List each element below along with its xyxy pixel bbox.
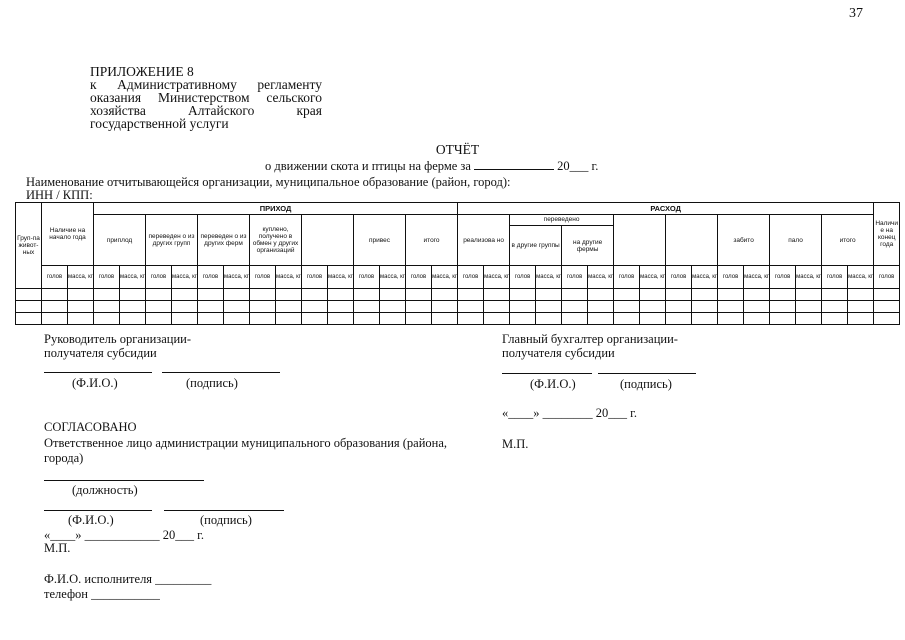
appendix-line-2: оказания Министерством сельского — [90, 90, 322, 105]
table-row — [16, 289, 900, 301]
responsible-sign-line — [164, 510, 284, 511]
income-sub-7: итого — [406, 215, 458, 266]
appendix-title: ПРИЛОЖЕНИЕ 8 — [90, 64, 194, 79]
expense-sub-5: забито — [718, 215, 770, 266]
expense-sub-3 — [614, 215, 666, 266]
responsible-stamp: М.П. — [44, 541, 71, 555]
expense-sub-4 — [666, 215, 718, 266]
chief-fio-line — [502, 373, 592, 374]
head-fio: (Ф.И.О.) — [72, 376, 118, 390]
chief-signature: (подпись) — [620, 377, 672, 391]
income-sub-6: привес — [354, 215, 406, 266]
inn-label: ИНН / КПП: — [26, 188, 93, 202]
table-row — [16, 301, 900, 313]
expense-sub-6: пало — [770, 215, 822, 266]
responsible-fio: (Ф.И.О.) — [68, 513, 114, 527]
income-header: ПРИХОД — [94, 203, 458, 215]
income-sub-4: куплено, получено в обмен у других организаций — [250, 215, 302, 266]
col-group-header: Груп-па живот-ных — [16, 203, 42, 289]
position-caption: (должность) — [72, 483, 138, 497]
chief-fio: (Ф.И.О.) — [530, 377, 576, 391]
head-sign-line — [162, 372, 280, 373]
chief-stamp: М.П. — [502, 437, 529, 451]
table-row — [16, 313, 900, 325]
chief-date: «____» ________ 20___ г. — [502, 406, 637, 420]
income-sub-1: приплод — [94, 215, 146, 266]
responsible-label-2: города) — [44, 451, 84, 465]
agreed-title: СОГЛАСОВАНО — [44, 420, 137, 434]
responsible-fio-line — [44, 510, 152, 511]
appendix-line-1: к Административному регламенту — [90, 77, 322, 92]
responsible-signature: (подпись) — [200, 513, 252, 527]
chief-sign-line — [598, 373, 696, 374]
report-title: ОТЧЁТ — [435, 142, 480, 157]
responsible-date: «____» ____________ 20___ г. — [44, 528, 204, 542]
table-header-row-2 — [16, 215, 900, 266]
income-sub-3: переведен о из других ферм — [198, 215, 250, 266]
expense-sub-1: реализова но — [458, 215, 510, 266]
report-subtitle: о движении скота и птицы на ферме за 20___ г. — [265, 159, 599, 173]
appendix-line-4: государственной услуги — [90, 116, 229, 131]
head-fio-line — [44, 372, 152, 373]
col-end-header: Наличие на конец года — [874, 203, 900, 266]
appendix-header — [90, 65, 322, 130]
head-label-1: Руководитель организации- — [44, 332, 191, 346]
expense-sub-7: итого — [822, 215, 874, 266]
appendix-line-3: хозяйства Алтайского края — [90, 103, 322, 118]
period-blank — [474, 159, 554, 170]
head-label-2: получателя субсидии — [44, 346, 157, 360]
expense-header: РАСХОД — [458, 203, 874, 215]
col-start-header: Наличие на начало года — [42, 203, 94, 266]
chief-acc-label-2: получателя субсидии — [502, 346, 615, 360]
table-header-row-3: голов масса, кг голов масса, кг голов масса, кг голов масса, кг голов масса, кг голов масса, кг голов масса, кг голов масса, кг голов масса, кг голов масса, кг голов масса, кг голов масса, кг голов масса, кг голов масса, кг голов масса, кг голов масса, кг голов — [16, 266, 900, 289]
report-table — [15, 202, 900, 325]
income-sub-2: переведен о из других групп — [146, 215, 198, 266]
chief-acc-label-1: Главный бухгалтер организации- — [502, 332, 678, 346]
org-label: Наименование отчитывающейся организации, муниципальное образование (район, город): — [26, 175, 511, 189]
head-signature: (подпись) — [186, 376, 238, 390]
phone-label: телефон ___________ — [44, 587, 160, 601]
executor-label: Ф.И.О. исполнителя _________ — [44, 572, 212, 586]
expense-sub-2: переведено в другие группы на другие фермы — [510, 215, 614, 266]
income-sub-5 — [302, 215, 354, 266]
table-header-row-1 — [16, 203, 900, 215]
position-line — [44, 480, 204, 481]
responsible-label-1: Ответственное лицо администрации муниципального образования (района, — [44, 436, 448, 450]
page-number: 37 — [849, 6, 863, 21]
